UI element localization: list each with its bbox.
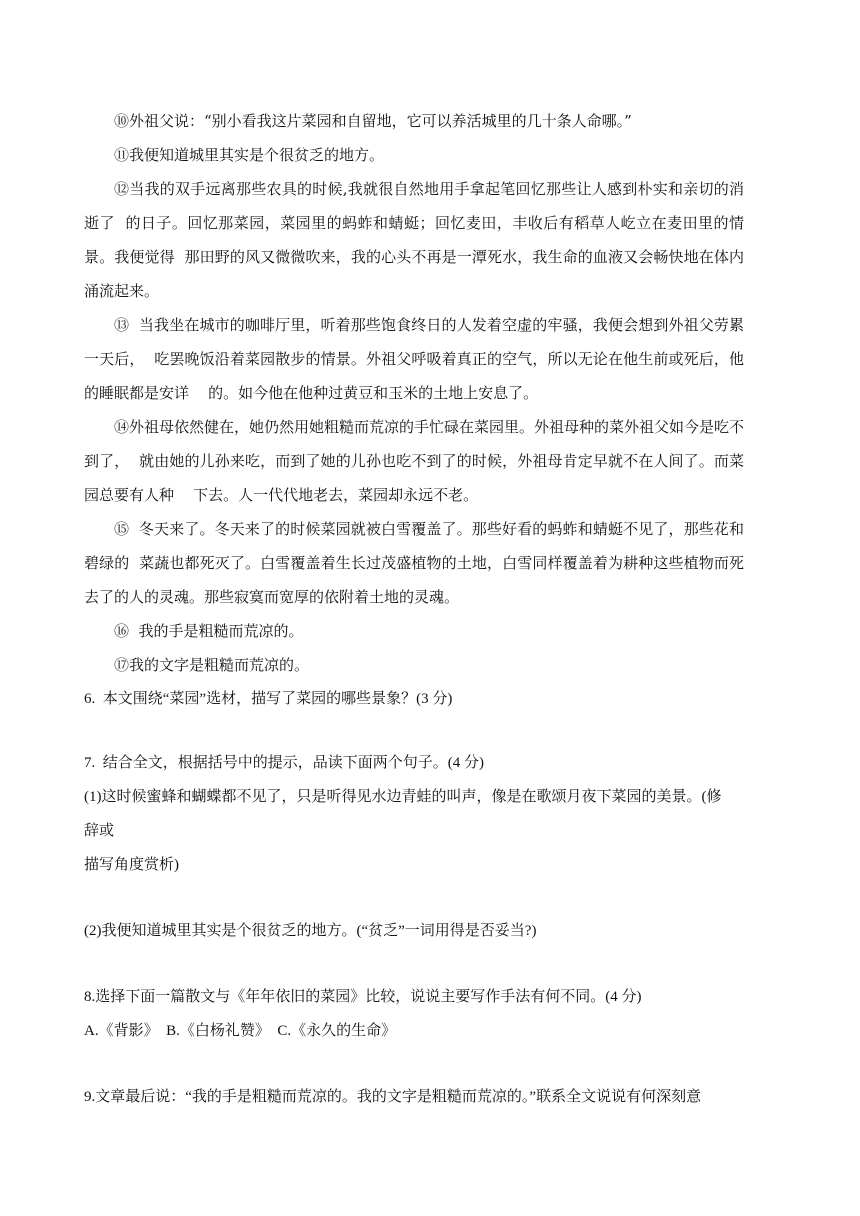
document-page <box>84 104 744 1114</box>
paragraph-11: ⑪我便知道城里其实是个很贫乏的地方。 <box>114 146 385 164</box>
answer-space-7-2 <box>84 948 744 980</box>
answer-space-6 <box>84 716 744 746</box>
question-7: 7. 结合全文，根据括号中的提示，品读下面两个句子。(4 分) <box>84 755 484 771</box>
question-8: 8.选择下面一篇散文与《年年依旧的菜园》比较，说说主要写作手法有何不同。(4 分) <box>84 989 642 1005</box>
question-7-part-1-hint: 描写角度赏析) <box>84 857 179 873</box>
paragraph-13: ⑬ 当我坐在城市的咖啡厅里，听着那些饱食终日的人发着空虚的牢骚，我便会想到外祖父劳累一天后， 吃罢晚饭沿着菜园散步的情景。外祖父呼吸着真正的空气，所以无论在他生前或死后，他的睡眠都是安详 的。如今他在他种过黄豆和玉米的土地上安息了。 <box>84 316 744 402</box>
paragraph-15: ⑮ 冬天来了。冬天来了的时候菜园就被白雪覆盖了。那些好看的蚂蚱和蜻蜓不见了，那些花和碧绿的 菜蔬也都死灭了。白雪覆盖着生长过茂盛植物的土地，白雪同样覆盖着为耕种这些植物而死去了的人的灵魂。那些寂寞而宽厚的依附着土地的灵魂。 <box>84 520 744 606</box>
answer-space-8 <box>84 1048 744 1080</box>
question-7-part-2: (2)我便知道城里其实是个很贫乏的地方。(“贫乏”一词用得是否妥当?) <box>84 923 537 939</box>
question-7-part-1-cont: 辞或 <box>84 823 115 839</box>
paragraph-16: ⑯ 我的手是粗糙而荒凉的。 <box>114 622 304 640</box>
answer-space-7-1 <box>84 882 744 914</box>
question-9: 9.文章最后说：“我的手是粗糙而荒凉的。我的文字是粗糙而荒凉的。”联系全文说说有何深刻意 <box>84 1089 702 1105</box>
paragraph-17: ⑰我的文字是粗糙而荒凉的。 <box>114 656 310 674</box>
paragraph-14: ⑭外祖母依然健在，她仍然用她粗糙而荒凉的手忙碌在菜园里。外祖母种的菜外祖父如今是吃不到了， 就由她的儿孙来吃，而到了她的儿孙也吃不到了的时候，外祖母肯定早就不在人间了。而菜园总要有人种 下去。人一代代地老去，菜园却永远不老。 <box>84 418 745 504</box>
paragraph-12: ⑫当我的双手远离那些农具的时候,我就很自然地用手拿起笔回忆那些让人感到朴实和亲切的消逝了 的日子。回忆那菜园，菜园里的蚂蚱和蜻蜓；回忆麦田，丰收后有稻草人屹立在麦田里的情景。我便觉得 那田野的风又微微吹来，我的心头不再是一潭死水，我生命的血液又会畅快地在体内涌流起来。 <box>84 180 744 300</box>
question-7-part-1: (1)这时候蜜蜂和蝴蝶都不见了，只是听得见水边青蛙的叫声，像是在歌颂月夜下菜园的美景。(修 <box>84 789 722 805</box>
question-6: 6. 本文围绕“菜园”选材，描写了菜园的哪些景象？(3 分) <box>84 691 453 707</box>
paragraph-10: ⑩外祖父说：“别小看我这片菜园和自留地，它可以养活城里的几十条人命哪。” <box>114 112 632 130</box>
question-8-options: A.《背影》 B.《白杨礼赞》 C.《永久的生命》 <box>84 1023 397 1039</box>
